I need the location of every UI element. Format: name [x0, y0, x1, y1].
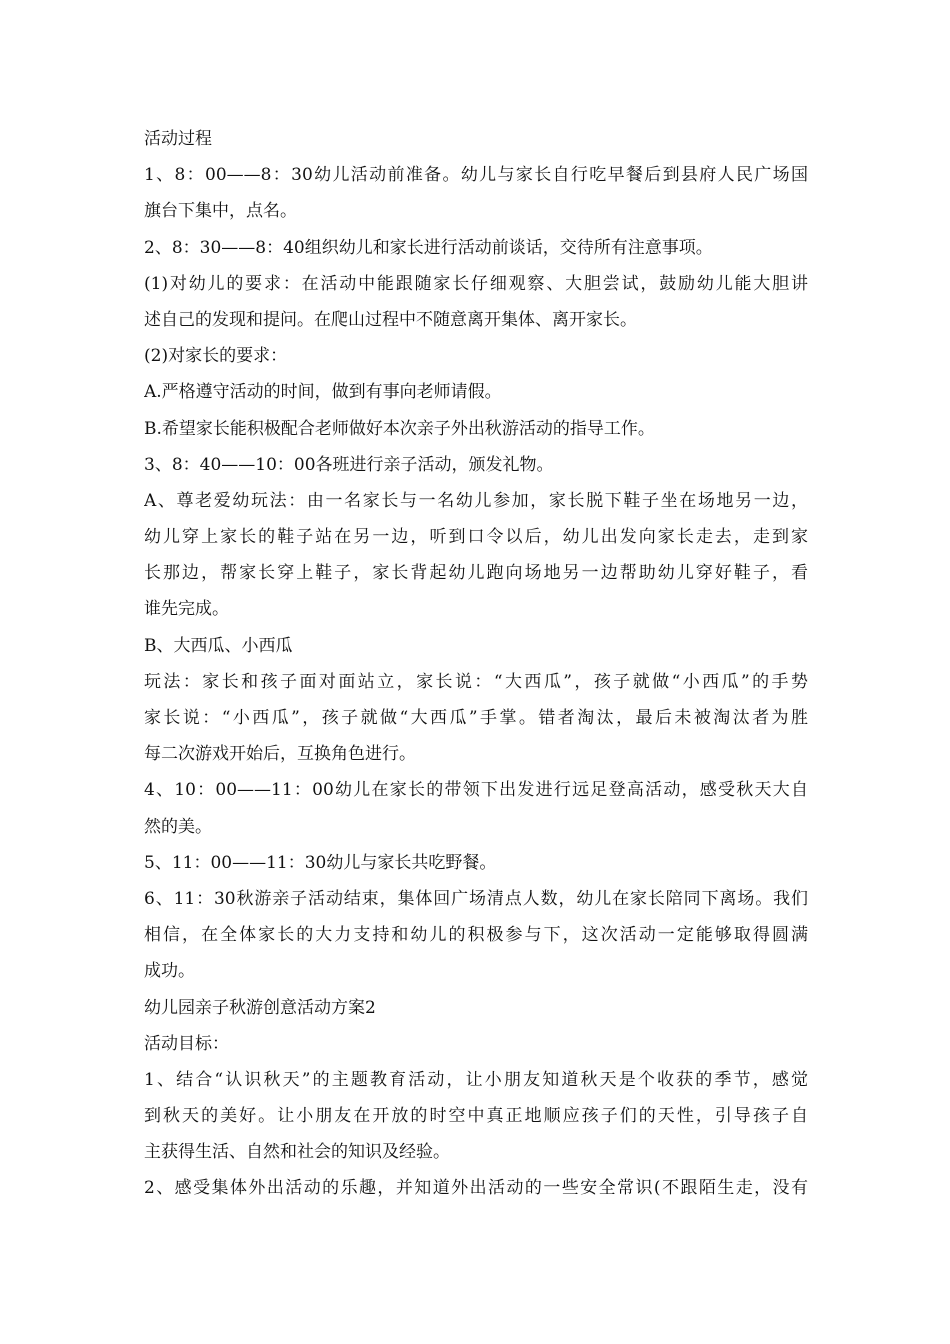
text-line: (2)对家长的要求：	[144, 346, 288, 367]
text-line: 成功。	[144, 961, 195, 982]
text-line: 活动过程	[144, 129, 212, 149]
text-line: 谁先完成。	[144, 599, 229, 620]
text-line: 2、8：30——8：40组织幼儿和家长进行活动前谈话，交待所有注意事项。	[144, 237, 713, 258]
text-line: B、大西瓜、小西瓜	[144, 635, 293, 656]
text-line: (1)对幼儿的要求：在活动中能跟随家长仔细观察、大胆尝试，鼓励幼儿能大胆讲	[144, 273, 808, 294]
text-line: 4、10：00——11：00幼儿在家长的带领下出发进行远足登高活动，感受秋天大自	[144, 780, 808, 801]
text-line: A、尊老爱幼玩法：由一名家长与一名幼儿参加，家长脱下鞋子坐在场地另一边，	[144, 490, 808, 511]
text-line: 主获得生活、自然和社会的知识及经验。	[144, 1142, 450, 1163]
text-line: 家长说：“小西瓜”，孩子就做“大西瓜”手掌。错者淘汰，最后未被淘汰者为胜	[144, 708, 808, 728]
text-line: 述自己的发现和提问。在爬山过程中不随意离开集体、离开家长。	[144, 309, 637, 330]
text-line: B.希望家长能积极配合老师做好本次亲子外出秋游活动的指导工作。	[144, 418, 655, 439]
text-line: 然的美。	[144, 816, 212, 837]
text-line: 1、结合“认识秋天”的主题教育活动，让小朋友知道秋天是个收获的季节，感觉	[144, 1069, 808, 1090]
text-line: 幼儿穿上家长的鞋子站在另一边，听到口令以后，幼儿出发向家长走去，走到家	[144, 527, 808, 548]
text-line: 玩法：家长和孩子面对面站立，家长说：“大西瓜”，孩子就做“小西瓜”的手势	[144, 671, 808, 692]
text-line: 6、11：30秋游亲子活动结束，集体回广场清点人数，幼儿在家长陪同下离场。我们	[144, 888, 808, 909]
text-line: 1、8：00——8：30幼儿活动前准备。幼儿与家长自行吃早餐后到县府人民广场国	[144, 165, 808, 186]
text-line: 2、感受集体外出活动的乐趣，并知道外出活动的一些安全常识(不跟陌生走，没有	[144, 1178, 808, 1199]
text-line: 长那边，帮家长穿上鞋子，家长背起幼儿跑向场地另一边帮助幼儿穿好鞋子，看	[144, 563, 808, 584]
text-line: A.严格遵守活动的时间，做到有事向老师请假。	[144, 382, 502, 403]
text-line: 活动目标：	[144, 1033, 229, 1054]
text-line: 旗台下集中，点名。	[144, 201, 297, 222]
text-line: 每二次游戏开始后，互换角色进行。	[144, 744, 416, 765]
text-line: 幼儿园亲子秋游创意活动方案2	[144, 997, 376, 1018]
document-body	[144, 121, 808, 1207]
text-line: 相信，在全体家长的大力支持和幼儿的积极参与下，这次活动一定能够取得圆满	[144, 925, 808, 946]
text-line: 3、8：40——10：00各班进行亲子活动，颁发礼物。	[144, 454, 554, 475]
text-line: 5、11：00——11：30幼儿与家长共吃野餐。	[144, 852, 497, 873]
text-line: 到秋天的美好。让小朋友在开放的时空中真正地顺应孩子们的天性，引导孩子自	[144, 1106, 808, 1127]
